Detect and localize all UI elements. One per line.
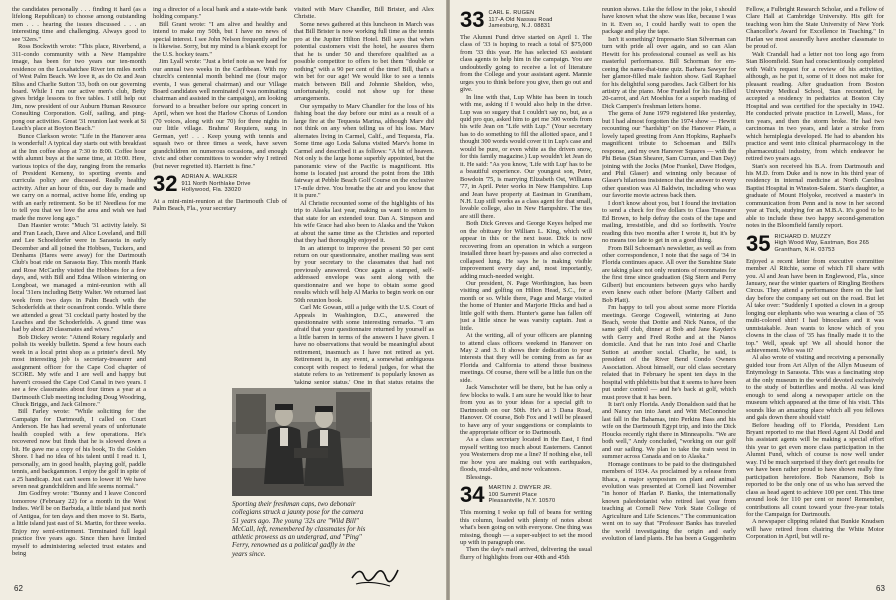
left-column-1 xyxy=(12,6,146,582)
column-paragraph: I'm happy to tell you about some more Florida meetings. George Cogswell, wintering at Juno Beach, wrote that Dottie and Nick Nanos, of the same golf club, dinner at Bob and Jane Kayden's with Gerry and Fred Rothe and at the Nanos domicile. And that he ran into José and Charlie Sutton at another social. Charlie, he said, is president of the River Bend Condo Owners Association. About himself, our old class secretary related that in February he spent ten days in the hospital with phlebitis but that it seems to have been put under control — and he's back at golf, which must prove that it has been. xyxy=(602,304,736,401)
right-column-1 xyxy=(460,6,592,582)
column-paragraph: Jim Godfrey wrote: "Bunny and I leave Concord tomorrow (February 22) for a month in the West Indies. We'll be on Barbuda, a little island just north of Antigua, for ten days and then move to St. Barts, a little island just east of St. Martin, for three weeks. Enjoy my semi-retirement. Terminated full legal practice five years ago. Since then have limited myself to administering selected trust estates and being xyxy=(12,490,146,558)
handwritten-signature xyxy=(346,560,406,594)
column-paragraph: Bunce Clarkson wrote: "Life in the Hanover area is wonderful! A typical day starts out with breakfast at the Inn coffee shop at 7:30 to 8:00. Coffee hour with alumni buys at the same time, at 10:00. Here, various topics of the day, ranging from the remarks of President Kemeny, to sporting events and curricula policy are discussed. Really healthy activity. After an hour of this, our day is made and we carry on a normal, active home life, ending up with an early retirement. So be it! Needless for me to tell you that we love the area and wish we had made the move long ago." xyxy=(12,132,146,222)
two-collegians-photo xyxy=(232,388,372,496)
column-paragraph: The gems of June 1979 registered like yesterday, but I had almost forgotten the 1974 show — Hewitt recounting our "hardship" on the Hanover Plain, a lovely taped greeting from Ann Hopkins, Raphael's magnificent tribute to Schoeman and Bill's response, and my own Hanover Squares — with the Phi Betas (Stan Shearer, Sam Curran, and Dan Day) joining with the Jocks (Moe Frankel, Dave Hodges, and Phil Glaser) and winning only because of Glaser's hilarious insistence that the answer to every other question was Al Baldwin, including who was our favorite movie actress back then. xyxy=(602,110,736,200)
column-paragraph: In line with that, Lup White has been in touch with me, asking if I would also help in the drive. Lup was so sugary that I couldn't say no, but, as a quid pro quo, asked him to get me 300 words from his wife Jean on "Life with Lup." (Your secretary has to do something to fill the allotted space, and I thought 300 words would cover it in Lup's case and would be pure, or even white as the driven snow, for this family magazine.) Lup wouldn't let Jean do it. He said: "As you know, 'Life with Lup' has to be a beautiful experience. Our youngest son, Peter, Bowdoin '75, is marrying Elizabeth Ost, Williams '77, in April. Peter works in New Hampshire. Lup and Jean have property at Eastman in Grantham, N.H. Lup still works as a class agent for that small, lovable college, also in New Hampshire. The ties are still there. xyxy=(460,93,592,220)
column-paragraph: From Bill Schoeman's newsletter, as well as from other correspondence, I note that the saga of '34 in Florida continues apace. All over the Sunshine State are taking place not only reunions of roommates for the first time since graduation (Sig Stern and Perry Gilbert) but encounters between guys who hardly even knew each other before (Marty Gilbert and Bob Platt). xyxy=(602,244,736,304)
column-paragraph: Homage continues to be paid to the distinguished members of 1934. As proclaimed by a release from Ithaca, a major symposium on plant and animal evolution was presented at Cornell last November "in honor of Harlan P. Banks, the internationally known paleobotanist who retired last year from teaching at Cornell New York State College of Agriculture and Life Sciences." The communication went on to say that "Professor Banks has traveled the world investigating the origin and early evolution of land plants. He has been a Guggenheim xyxy=(602,460,736,543)
column-paragraph: Then the day's mail arrived, delivering the usual flurry of highlights from our 40th and 45th xyxy=(460,546,592,561)
archive-photo xyxy=(232,388,372,496)
column-paragraph: visited with Marv Chandler, Bill Brister, and Alex Christie. xyxy=(294,6,434,21)
column-paragraph: In an attempt to improve the present 50 per cent return on our questionnaire, another mailing was sent by your secretary to the classmates that had not previously answered. Once again a stamped, self-addressed envelope was sent along with the questionnaire and we hope to obtain some good results which will help Al Marks to begin work on our 50th reunion book. xyxy=(294,244,434,304)
column-paragraph: At a mini-mini-reunion at the Dartmouth Club of Palm Beach, Fla., your secretary xyxy=(153,197,287,213)
column-paragraph: Jim Lyall wrote: "Just a brief note as we head for our annual two weeks in the Caribbean. With my church's centennial month behind me (four major events, I was general chairman) and our Village Board candidates well nominated (I was nominating chairman and assisted in the campaign), am looking forward to a breather before our spring concert in April, when we host the Harlow Chorus of London (70 voices, along with our 70) for three nights in our little village. Brahms' Requiem, sung in German, yet! . . . Keep young with tennis and squash two or three times a week, have seven grandchildren on numerous occasions, and enough civic and other committees to wonder why I retired (but never regretted it). Harriett is fine." xyxy=(153,58,287,170)
column-paragraph: ing a director of a local bank and a state-wide bank holding company." xyxy=(153,6,287,21)
column-paragraph: It isn't only Florida. Andy Donaldson said that he and Nancy ran into Janet and Witt McConnochie last fall in the Bahamas, into Perkins Bass and his wife on the Dartmouth Egypt trip, and into the Dick Houcks recently right there in Minneapolis. "We are both well," Andy concluded, "working on our golf and our sailing. We plan to take the train west in summer across Canada and on to Alaska." xyxy=(602,401,736,461)
class-number: 33 xyxy=(460,7,485,32)
column-paragraph: Jack Vanschoter will be there, but he has only a few blocks to walk. I am sure he would like to hear from you as to your ideas for a special gift to Dartmouth on our 50th. He's at 3 Dana Road, Hanover. Of course, Bob Fox and I will be pleased to have any of your suggestions or complaints to the appropriate officer or to Dartmouth. xyxy=(460,384,592,437)
left-page xyxy=(0,0,446,600)
class-32-header xyxy=(153,170,287,196)
column-paragraph: I don't know about you, but I found the invitation to send a check for five dollars to Class Treasurer Ed Brown, to help defray the costs of the tape and mailing, irresistible, and did so forthwith. You're reading this two months after I wrote it, but it's by no means too late to get in on a good thing. xyxy=(602,199,736,245)
column-paragraph: Bill Farley wrote: "While soliciting for the Campaign for Dartmouth, I called on Court Anderson. He has had several years of unfortunate health coupled with a few operations. He's recovered now but finds that he is slowed down a bit. He gave me a copy of his book, To the Golden Shore. I had no idea of his talent until I read it. I, personally, am in good health, playing golf, paddle tennis, and backgammon. I enjoy the golf in spite of a 25 handicap. Just can't seem to lower it! We have seven neat grandchildren and life seems normal." xyxy=(12,408,146,490)
column-paragraph: Dan Hasnier wrote: "Much '31 activity lately. Si and Fran Leach, Dave and Alice Loveland, and Bill and Lee Schoeldorfer were in Sarasota in early December and all joined the Hobbses, Tuckers, and Denhams (Hares were away) for the Dartmouth Club's boat ride on Sarasota Bay. This month Hank and Rose McCarthy visited the Hobbses for a few days, and, with Bill and Edna Wilson wintering on Longboat, we managed a mini-reunion with all local '31ers including Betty Walter. We returned last week from two days in Palm Beach with the Schoderfelds at their oceanfront condo. While there we attended a great '31 cocktail party hosted by the Leaches and the Schoderfelds. A grand time was had by about 20 classmates and wives." xyxy=(12,222,146,334)
class-secretary-address: CARL E. RUGEN 117-A Old Nassau Road Jamesburg, N.J. 08831 xyxy=(488,10,553,30)
class-34-header xyxy=(460,482,592,508)
column-paragraph: Carl Mc Gowan, still a judge with the U.S. Court of Appeals in Washington, D.C., answered the questionnaire with some interesting remarks. "I am afraid that your questionnaire returned by yourself as a little barren in terms of the answers I have given. I have no observations that would be meaningful about retirement, inasmuch as I have not retired as yet. Retirement is, in any event, a somewhat ambiguous concept with respect to federal judges, for what the statute refers to as 'retirement' is popularly known as 'taking senior status.' One in that status retains the xyxy=(294,304,434,384)
column-paragraph: The Alumni Fund drive started on April 1. The class of '33 is hoping to reach a total of $75,000 from '33 this year. He has selected 63 assistant class agents to help him in the campaign. You are undoubtedly going to receive a lot of literature from the College and your assistant agent. Mannie urges you to think before you give, then go out and give. xyxy=(460,34,592,94)
column-paragraph: Al Christie recounted some of the highlights of his trip to Alaska last year, making us want to return to that state for an extended tour. Dan A. Simpson and his wife Grace had also been to Alaska and the Yukon at about the same time as the Christies and reported that they had thoroughly enjoyed it. xyxy=(294,199,434,245)
column-paragraph: Blessings. xyxy=(466,473,493,481)
class-secretary-address: RICHARD D. MUZZY High Wood Way, Eastman, Box 265 Grantham, N.H. 03753 xyxy=(774,233,870,253)
column-paragraph: Our sympathy to Marv Chandler for the loss of his fishing boat the day before our mini as a result of a large fire at the Tequesta Marina, although Marv did not think on any when telling us of his loss. Marv alternates living in Carmel, Calif., and Tequesta, Fla. Some time ago Loda Saluna visited Marv's home in Carmel and described it as follows: "A bit of heaven. Not only is the large home superbly appointed, but the panoramic view of the Pacific is magnificent. His home is located just around the point from the 18th fairway at Pebble Beach Golf Course on the exclusive 17-mile drive. You breathe the air and you know that it is pure." xyxy=(294,102,434,200)
column-paragraph: Before heading off to Florida, President Len Bryant reported to me that Heed Agent Al Dodd and his assistant agents will be making a special effort this year to get even more class participation in the Alumni Fund, which of course is now well under way. I'd be much surprised if they don't get results for we have been rather proud to have shown really fine participation heretofore. Bob Naramore, Bob is reported to be the only one of us who has served the class as head agent to achieve 100 per cent. This time around look for 110 per cent or more! Remember, contributions all count toward your five-year totals for the Campaign for Dartmouth. xyxy=(746,421,884,518)
column-paragraph: As a class secretary located in the East, I find myself writing too much about Easterners. Cannot you Westerners drop me a line? If nothing else, tell me how you are making out with earthquakes, floods, mud-slides, and now volcanoes. xyxy=(460,436,592,474)
column-paragraph: Bob Dickey wrote: "Attend Rotary regularly and polish its weekly bulletin. Spend a few hours each week in a local print shop as a printer's devil. My most interesting job is secretary-treasurer and assignment officer for the Cape Cod chapter of SCORE. My wife and I are well and happy but haven't crossed the Cape Cod Canal in two years. I see a few classmates about four times a year at a Dartmouth Club meeting including Doug Woodring, Chuck Briggs, and Jack Gilmore." xyxy=(12,333,146,409)
column-paragraph: Both Dick Greves and George Keyes helped me on the obituary for William L. King, which will appear in this or the next issue. Dick is now recovering from an operation in which a surgeon installed three heart by-passes and also corrected a collapsed lung. He says he is making visible improvement every day and, most importantly, adding much-needed weight. xyxy=(460,220,592,280)
class-number: 34 xyxy=(460,482,485,508)
class-number: 32 xyxy=(153,170,178,196)
class-35-header xyxy=(746,230,884,256)
column-paragraph: Bill Grant wrote: "I am alive and healthy and intend to make my 50th, but I have no news of special interest. I see John Nelson frequently and he is likewise. Sorry, but my mind is a blank except for the U.S. hockey team." xyxy=(153,20,287,58)
column-paragraph: Ross Bockwith wrote: "This place, Riverbend, a 311-condo community with a New Hampshire image, has been for two years our ten-month residence on the Loxahatchee River ten miles north of West Palm Beach. We love it, as do Oz and Jean Bliss and Charlie Sutton '33, both on our governing board. While I run our active men's club, Betty gives bridge lessons to five tables. I still help out Jim, now president of our Auburn Human Resource Consulting Corporation. Golf, sailing, and ping-pong our activities. Great '31 reunion last week at Si Leach's place at Boyton Beach." xyxy=(12,43,146,133)
class-33-header xyxy=(460,7,592,32)
column-paragraph: At the writing, all of your officers are planning to attend class officers weekend in Hanover on May 2 and 3. It shows their dedication to your interests that they will be coming from as far as Florida and California to attend those business meetings. Of course, there will be a little fun on the side. xyxy=(460,332,592,384)
class-secretary-address: ADRIAN A. WALKER 911 North Northlake Drive Hollywood, Fla. 33020 xyxy=(181,173,251,194)
left-column-3 xyxy=(294,6,434,384)
right-column-2 xyxy=(602,6,736,582)
column-paragraph: reunion shows. Like the fellow in the joke, I should have known what the show was like, because I was in it. Even so, I could hardly wait to open the package and play the tape. xyxy=(602,6,736,36)
column-paragraph: Stan's son received his B.A. from Dartmouth and his M.D. from Duke and is now in his third year of residency in internal medicine at North Carolina Baptist Hospital in Winston-Salem. Stan's daughter, a graduate of Mount Holyoke, received a master's in communication from Penn and is now in her second year at Tuck, studying for an M.B.A. It's good to be able to include these two happy second-generation notes in the Bloomfield family report. xyxy=(746,162,884,230)
class-secretary-address: MARTIN J. DWYER JR. 100 Summit Place Pleasantville, N.Y. 10570 xyxy=(488,485,556,505)
column-paragraph: This morning I woke up full of beans for writing this column, loaded with plenty of notes about what's been going on with everyone. One thing was missing, though — a super-subject to set the mood up with in paragraph one. xyxy=(460,509,592,546)
right-column-3 xyxy=(746,6,884,582)
photo-caption: Sporting their freshman caps, two debonair collegians struck a jaunty pose for the camera 51 years ago. The young '32s are "Wild Bill" McCall, left, remembered by classmates for his athletic prowess as an undergrad, and "Ping" Ferry, renowned as a political gadfly in the years since. xyxy=(232,500,366,558)
column-paragraph: the candidates personally . . . finding it hard (as a lifelong Republican) to choose among outstanding men . . . hearing the issues discussed . . . an interesting time and challenging. Always good to see '32ers." xyxy=(12,6,146,43)
column-paragraph: Enjoyed a recent letter from executive committee member Al Ritchie, some of which I'll share with you. Al and Jean have been in Englewood, Fla., since January, near the winter quarters of Ringling Brothers Circus. They attend a performance there on the last day before the company set out on the road. But let Al take over: "Suddenly I spotted a clown in a group longing our elephants who was wearing a class of '35 multi-colored shirt! I had binoculars and it was unmistakable. Jean wants to know which of you clowns in the class of '35 has finally made it to the top." Well, speak up! We all should honor the achievement. Who was it? xyxy=(746,257,884,355)
column-paragraph: Some news gathered at this luncheon in March was that Bill Brister is now working full time as the tennis pro at the Jupiter Hilton Hotel. Bill says that when potential customers visit the hotel, he assures them that he is under 50 and therefore qualified as a possible competitor to offers to bet them "double or nothing" with a 90 per cent of the time! Bill, that's a win bet for our age! We would like to see a tennis match between Bill and Johnnie Sheldon, who, unfortunately, could not show up for these arrangements. xyxy=(294,20,434,103)
right-page xyxy=(450,0,896,600)
column-paragraph: A newspaper clipping related that Bunkie Knudsen will have retired from chairing the White Motor Corporation in April, but will re- xyxy=(746,518,884,541)
class-number: 35 xyxy=(746,230,771,256)
column-paragraph: Isn't it something? Impresario Stan Silverman can turn with pride all over again, and so can Alan Hewitt for his professional counsel as well as his masterful performance. Bill Schorman for em-ceeing the name-that-tune quiz. Barbara Sawyer for her glamor-filled male fashion show. Gail Raphael for his delightful song parodies. Jack Gilbert for his artistry at the piano. Moe Frankel for his fun-filled 20-carrot, and Art Moehlus for a superb reading of Dick Campen's freshman letters home. xyxy=(602,35,736,110)
column-paragraph: Walt Crandall had a letter not too long ago from Stan Bloomfield. Stan had conscientiously completed with Walt's request for a review of his activities, although, as he put it, some of it does not make for pleasant reading. After graduation from Boston University Medical School, Stan recounted, he accepted a residency in pediatrics at Boston City Hospital and was certified for the specialty in 1942. He conducted private practice in Lowell, Mass., for ten years, and then the storm broke. He had two carcinomas in two years, and later a stroke from which hemiplegia developed. He had to abandon his practice and went into clinical pharmacology in the pharmaceutical industry, from which endeavor he retired two years ago. xyxy=(746,50,884,163)
page-number-left: 62 xyxy=(14,584,23,593)
column-paragraph: Our president, N. Page Worthington, has been visiting and golfing on Hilton Head, S.C., for a month or so. While there, Page and Marge visited the home of Hunter and Marjorie Hicks and had a little golf with them. Hunter's game has fallen off just a little since he was varsity captain. Just a little. xyxy=(460,279,592,332)
column-paragraph: Al also wrote of visiting and receiving a personally guided tour from Art Allyn of the Allyn Museum of Entymology in Sarasota. This was a fascinating stop at the only museum in the world devoted exclusively to the study of butterflies and moths. Al was kind enough to send along a newspaper article on the museum which appeared at the time of his visit. This sounds like an amazing place which all you fellows and gals down there should visit! xyxy=(746,354,884,422)
column-paragraph: Fellow, a Fulbright Research Scholar, and a Fellow of Clare Hall at Cambridge University. His gift for teaching won him the State University of New York Chancellor's Award for Excellence in Teaching." In Harlan we most assuredly have another classmate to be proud of. xyxy=(746,6,884,51)
page-number-right: 63 xyxy=(876,584,885,593)
